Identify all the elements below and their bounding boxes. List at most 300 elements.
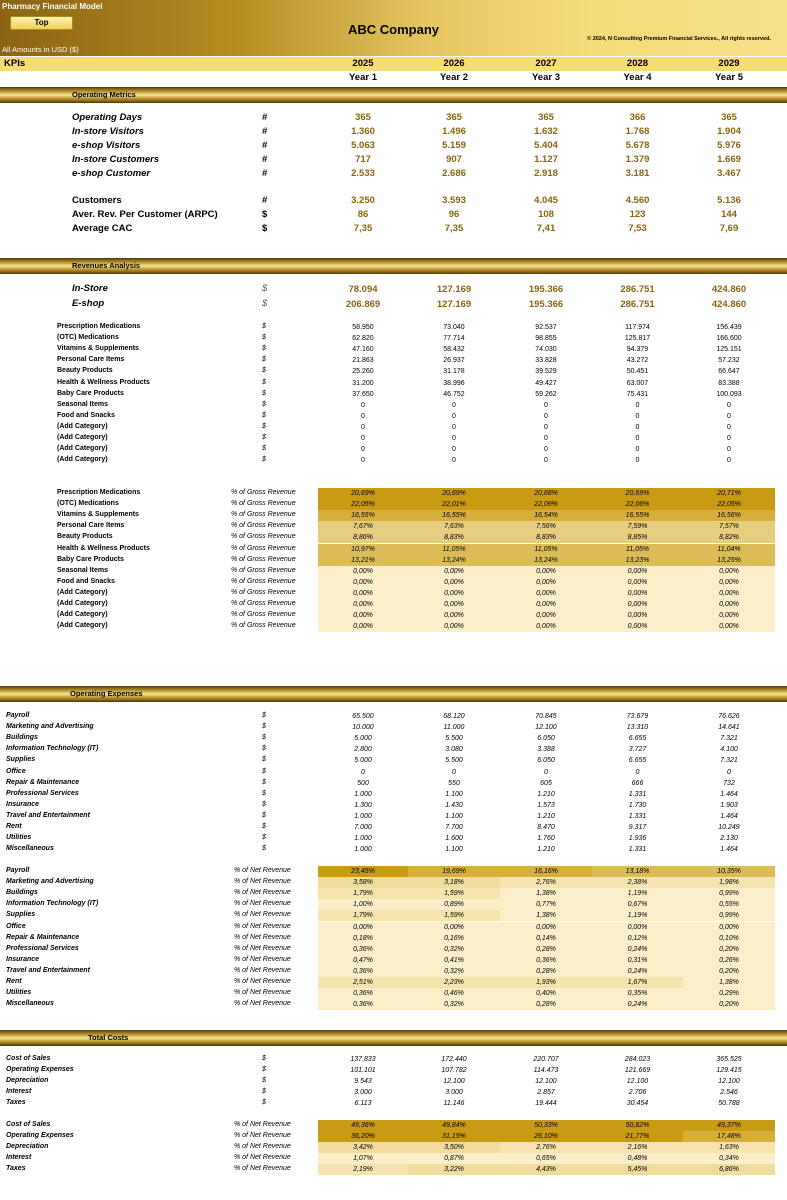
revenue-share-value: 20,69% <box>318 488 408 499</box>
opex-item-value: 1.300 <box>354 801 372 809</box>
cost-share-value: 2,76% <box>500 1142 592 1153</box>
cost-item-row <box>0 1054 787 1065</box>
cost-item-value: 2.546 <box>720 1089 738 1097</box>
revenue-category-value: 37.650 <box>352 390 374 398</box>
revenue-category-value: 0 <box>727 435 731 442</box>
operating-metric-value: 2.533 <box>351 168 375 179</box>
cost-item-label: Taxes <box>6 1099 26 1107</box>
opex-share-value: 13,18% <box>592 866 683 877</box>
opex-share-value: 0,47% <box>318 955 408 966</box>
opex-share-label: Travel and Entertainment <box>6 966 90 974</box>
customer-metric-value: 3.250 <box>351 195 375 206</box>
cost-share-row <box>0 1131 787 1142</box>
opex-share-value: 0,40% <box>500 988 592 999</box>
operating-metric-value: 5.404 <box>534 140 558 151</box>
revenue-category-unit: $ <box>262 345 266 353</box>
revenue-share-value: 0,00% <box>408 621 500 632</box>
revenue-category-value: 0 <box>452 401 456 409</box>
revenue-share-value: 20,69% <box>592 488 683 499</box>
cost-share-label: Depreciation <box>6 1143 49 1151</box>
opex-share-value: 1,59% <box>408 910 500 921</box>
cost-item-value: 220.707 <box>533 1056 559 1063</box>
customer-metric-value: 7,69 <box>719 223 739 234</box>
opex-item-row <box>0 833 787 844</box>
operating-metric-value: 3.467 <box>717 168 741 179</box>
operating-metric-row <box>0 111 787 125</box>
revenue-category-unit: $ <box>262 323 266 330</box>
opex-share-unit: % of Net Revenue <box>234 955 291 963</box>
revenue-category-value: 0 <box>727 412 731 420</box>
revenue-share-value: 0,00% <box>408 610 500 621</box>
revenue-share-value: 0,00% <box>500 599 592 610</box>
opex-item-row <box>0 767 787 778</box>
opex-item-unit: $ <box>262 712 266 719</box>
cost-share-value: 0,87% <box>408 1153 500 1164</box>
top-button[interactable]: Top <box>10 16 73 30</box>
total-costs-section-header <box>0 1030 787 1046</box>
opex-share-value: 0,32% <box>408 999 500 1010</box>
revenue-category-value: 125.817 <box>624 335 651 343</box>
cost-share-row <box>0 1120 787 1131</box>
revenue-category-value: 100.093 <box>716 390 742 398</box>
opex-share-unit: % of Net Revenue <box>234 944 291 952</box>
revenue-category-row <box>0 411 787 422</box>
revenue-share-value: 22,01% <box>408 499 500 510</box>
opex-share-row <box>0 933 787 944</box>
opex-item-row <box>0 844 787 855</box>
revenue-category-unit: $ <box>262 456 266 464</box>
cost-share-value: 3,22% <box>408 1164 500 1175</box>
opex-share-value: 1,59% <box>408 888 500 899</box>
year-label-3: Year 3 <box>532 72 560 83</box>
opex-item-unit: $ <box>262 734 266 742</box>
opex-item-value: 9.317 <box>628 824 647 831</box>
cost-item-value: 50.788 <box>718 1100 740 1108</box>
revenue-category-label: (Add Category) <box>57 434 108 441</box>
operating-metric-unit: # <box>262 140 268 151</box>
revenue-category-row <box>0 333 787 344</box>
opex-item-label: Office <box>6 767 26 775</box>
revenue-share-unit: % of Gross Revenue <box>231 611 296 619</box>
total-costs-section-title: Total Costs <box>88 1033 129 1042</box>
opex-share-value: 0,24% <box>592 966 683 977</box>
opex-item-row <box>0 711 787 722</box>
revenue-share-value: 0,00% <box>318 566 408 577</box>
revenue-share-value: 8,85% <box>592 532 683 543</box>
opex-item-label: Travel and Entertainment <box>6 811 90 819</box>
opex-item-row <box>0 744 787 755</box>
operating-metric-row <box>0 153 787 167</box>
operating-metric-value: 2.918 <box>534 168 558 179</box>
operating-metric-value: 365 <box>446 112 462 123</box>
cost-share-value: 0,48% <box>592 1153 683 1164</box>
cost-share-value: 2,16% <box>592 1142 683 1153</box>
customer-metric-value: 3.593 <box>442 195 466 206</box>
opex-share-label: Information Technology (IT) <box>6 900 99 908</box>
revenue-share-value: 0,00% <box>318 599 408 610</box>
revenue-category-value: 0 <box>544 457 548 465</box>
cost-item-value: 365.525 <box>716 1056 742 1063</box>
revenue-category-value: 47.160 <box>352 346 374 354</box>
cost-item-value: 19.444 <box>535 1100 557 1108</box>
opex-item-label: Buildings <box>6 734 38 742</box>
opex-item-value: 2.130 <box>720 835 738 843</box>
customer-metric-row <box>0 194 787 208</box>
revenue-category-value: 125.151 <box>716 346 742 354</box>
opex-item-value: 8.470 <box>537 824 555 831</box>
revenue-share-label: (Add Category) <box>57 600 108 607</box>
opex-share-value: 0,18% <box>318 933 408 944</box>
opex-item-value: 0 <box>544 768 548 776</box>
operating-metric-value: 1.379 <box>625 154 650 165</box>
cost-share-value: 50,82% <box>592 1120 683 1131</box>
revenue-share-value: 13,24% <box>500 555 592 566</box>
customer-metric-value: 7,35 <box>444 223 464 234</box>
revenue-category-value: 77.714 <box>443 335 465 343</box>
revenue-category-label: Vitamins & Supplements <box>57 345 139 353</box>
year-2028: 2028 <box>626 58 649 69</box>
cost-item-value: 107.782 <box>441 1067 467 1075</box>
opex-item-row <box>0 811 787 822</box>
revenue-share-value: 0,00% <box>683 566 775 577</box>
opex-item-value: 12.100 <box>535 724 557 732</box>
opex-share-row <box>0 866 787 877</box>
opex-item-label: Rent <box>6 823 22 830</box>
revenue-share-value: 20,68% <box>500 488 592 499</box>
opex-share-value: 1,19% <box>592 888 683 899</box>
opex-item-value: 68.120 <box>443 713 465 720</box>
revenue-share-value: 20,71% <box>683 488 775 499</box>
operating-metric-value: 5.063 <box>351 140 375 151</box>
opex-share-row <box>0 999 787 1010</box>
revenue-share-value: 7,67% <box>318 521 408 532</box>
revenue-category-value: 46.752 <box>443 390 465 398</box>
cost-share-value: 3,42% <box>318 1142 408 1153</box>
revenue-category-value: 49.427 <box>535 379 557 387</box>
opex-item-value: 1.573 <box>537 801 555 809</box>
revenue-category-value: 92.537 <box>535 324 557 331</box>
revenue-channel-value: 206.869 <box>345 299 381 310</box>
opex-share-value: 0,89% <box>408 899 500 910</box>
opex-share-value: 2,76% <box>500 877 592 888</box>
revenue-category-value: 0 <box>727 446 731 454</box>
operating-metric-label: In-store Visitors <box>72 126 144 137</box>
customer-metric-value: 7,53 <box>628 223 647 234</box>
opex-item-label: Insurance <box>6 800 40 808</box>
cost-item-label: Interest <box>6 1088 32 1096</box>
revenue-share-label: (OTC) Medications <box>57 500 119 508</box>
opex-item-label: Utilities <box>6 834 32 842</box>
revenue-share-value: 16,55% <box>408 510 500 521</box>
opex-share-value: 1,19% <box>592 910 683 921</box>
revenue-share-unit: % of Gross Revenue <box>231 555 296 563</box>
revenue-share-value: 8,86% <box>318 532 408 543</box>
operating-metrics-section-title: Operating Metrics <box>72 90 136 99</box>
opex-share-value: 19,69% <box>408 866 500 877</box>
opex-item-value: 7.321 <box>720 757 738 765</box>
opex-share-label: Payroll <box>6 867 30 874</box>
revenue-share-value: 16,56% <box>683 510 775 521</box>
opex-share-unit: % of Net Revenue <box>234 933 291 941</box>
revenue-share-value: 7,56% <box>500 521 592 532</box>
revenue-category-value: 66.647 <box>718 368 740 376</box>
revenue-share-value: 0,00% <box>318 588 408 599</box>
opex-item-value: 1.936 <box>628 835 647 843</box>
revenue-category-value: 0 <box>635 412 640 420</box>
year-label-4: Year 4 <box>623 72 652 83</box>
operating-metric-value: 1.768 <box>625 126 650 137</box>
opex-share-value: 0,36% <box>318 944 408 955</box>
operating-metric-unit: # <box>262 112 268 123</box>
opex-item-row <box>0 755 787 766</box>
revenue-category-value: 63.007 <box>626 379 649 387</box>
revenue-share-value: 16,55% <box>318 510 408 521</box>
operating-expenses-section-title: Operating Expenses <box>70 689 143 698</box>
opex-share-unit: % of Net Revenue <box>234 867 291 874</box>
opex-share-value: 0,36% <box>318 999 408 1010</box>
opex-item-value: 5.000 <box>354 735 372 743</box>
revenue-channel-value: 195.366 <box>528 299 564 310</box>
opex-item-value: 70.845 <box>535 713 557 720</box>
opex-item-value: 7.000 <box>354 824 372 831</box>
revenue-category-value: 31.178 <box>443 368 465 376</box>
cost-item-value: 114.473 <box>533 1067 559 1075</box>
opex-item-value: 550 <box>448 779 460 787</box>
revenue-share-value: 7,57% <box>683 521 775 532</box>
opex-item-row <box>0 800 787 811</box>
revenue-share-value: 0,00% <box>500 566 592 577</box>
cost-share-value: 4,43% <box>500 1164 592 1175</box>
opex-share-row <box>0 977 787 988</box>
revenue-category-unit: $ <box>262 334 266 342</box>
revenue-category-unit: $ <box>262 389 266 397</box>
revenue-category-value: 0 <box>635 423 640 431</box>
revenue-share-value: 11,05% <box>592 544 683 555</box>
customer-metric-label: Aver. Rev. Per Customer (ARPC) <box>72 209 218 220</box>
opex-share-row <box>0 955 787 966</box>
opex-item-unit: $ <box>262 745 266 753</box>
opex-item-value: 1.100 <box>445 812 463 820</box>
revenue-share-value: 0,00% <box>318 621 408 632</box>
cost-share-value: 3,50% <box>408 1142 500 1153</box>
revenue-category-value: 98.855 <box>535 335 557 343</box>
opex-share-value: 0,24% <box>592 999 683 1010</box>
opex-share-value: 0,32% <box>408 944 500 955</box>
revenue-share-row <box>0 532 787 543</box>
operating-metric-value: 1.904 <box>717 126 741 137</box>
opex-share-value: 0,36% <box>500 955 592 966</box>
operating-metric-value: 2.686 <box>442 168 466 179</box>
opex-share-value: 0,20% <box>683 999 775 1010</box>
opex-item-value: 1.000 <box>354 812 372 820</box>
cost-item-value: 12.100 <box>718 1078 740 1086</box>
opex-share-unit: % of Net Revenue <box>234 989 291 997</box>
revenue-share-row <box>0 588 787 599</box>
opex-item-value: 4.100 <box>720 746 738 754</box>
opex-item-value: 65.500 <box>352 713 374 720</box>
opex-share-value: 2,38% <box>592 877 683 888</box>
opex-share-unit: % of Net Revenue <box>234 922 291 930</box>
opex-share-unit: % of Net Revenue <box>234 900 291 908</box>
customer-metric-value: 144 <box>721 209 737 220</box>
opex-share-label: Repair & Maintenance <box>6 933 80 941</box>
cost-share-value: 1,63% <box>683 1142 775 1153</box>
cost-item-value: 12.100 <box>443 1078 465 1086</box>
revenue-category-label: Health & Wellness Products <box>57 378 150 386</box>
revenue-channel-value: 127.169 <box>436 299 472 310</box>
revenue-share-value: 0,00% <box>683 599 775 610</box>
revenue-share-value: 16,54% <box>500 510 592 521</box>
opex-item-value: 1.100 <box>445 790 463 798</box>
opex-item-value: 0 <box>452 768 456 776</box>
opex-item-value: 500 <box>357 779 369 787</box>
opex-item-value: 1.600 <box>445 835 463 843</box>
opex-share-label: Insurance <box>6 955 40 963</box>
revenue-category-row <box>0 378 787 389</box>
revenue-channel-value: 424.860 <box>711 284 747 295</box>
cost-share-row <box>0 1142 787 1153</box>
cost-item-unit: $ <box>262 1055 266 1062</box>
revenue-category-unit: $ <box>262 445 266 453</box>
opex-share-value: 0,36% <box>318 988 408 999</box>
opex-item-unit: $ <box>262 778 266 786</box>
customer-metric-value: 123 <box>629 209 646 220</box>
revenue-share-value: 11,05% <box>500 544 592 555</box>
revenue-share-label: (Add Category) <box>57 588 108 596</box>
opex-item-unit: $ <box>262 789 266 797</box>
year-label-5: Year 5 <box>715 72 743 83</box>
revenue-category-label: (Add Category) <box>57 456 108 464</box>
revenue-share-value: 20,69% <box>408 488 500 499</box>
opex-item-value: 1.210 <box>537 846 555 854</box>
revenue-share-unit: % of Gross Revenue <box>231 544 296 552</box>
opex-item-label: Miscellaneous <box>6 845 54 853</box>
opex-item-value: 1.100 <box>445 846 463 854</box>
revenue-share-value: 0,00% <box>318 577 408 588</box>
revenue-category-value: 0 <box>544 412 548 420</box>
opex-share-value: 0,67% <box>592 899 683 910</box>
revenues-analysis-section-title: Revenues Analysis <box>72 261 141 270</box>
revenue-category-value: 73.040 <box>443 324 465 331</box>
opex-share-row <box>0 922 787 933</box>
cost-item-label: Depreciation <box>6 1077 49 1085</box>
revenue-share-label: (Add Category) <box>57 622 108 630</box>
opex-share-row <box>0 910 787 921</box>
revenue-share-value: 0,00% <box>408 588 500 599</box>
cost-share-unit: % of Net Revenue <box>234 1121 291 1128</box>
revenue-category-row <box>0 400 787 411</box>
opex-share-unit: % of Net Revenue <box>234 1000 291 1008</box>
kpi-header-row <box>0 57 787 71</box>
revenue-category-value: 166.600 <box>716 335 742 343</box>
opex-item-value: 1.210 <box>537 812 555 820</box>
revenue-category-value: 0 <box>544 401 548 409</box>
opex-share-value: 0,00% <box>592 922 683 933</box>
operating-metric-value: 1.496 <box>442 126 466 137</box>
opex-item-value: 1.331 <box>628 846 647 854</box>
cost-item-value: 9.543 <box>354 1078 372 1086</box>
revenue-category-value: 0 <box>452 435 456 442</box>
revenue-category-value: 94.379 <box>626 346 649 354</box>
revenue-share-value: 0,00% <box>683 621 775 632</box>
revenue-share-row <box>0 555 787 566</box>
cost-share-label: Taxes <box>6 1165 26 1173</box>
opex-share-value: 10,35% <box>683 866 775 877</box>
cost-share-value: 6,86% <box>683 1164 775 1175</box>
operating-metric-value: 365 <box>721 112 737 123</box>
opex-item-value: 1.730 <box>628 801 647 809</box>
operating-metric-row <box>0 139 787 153</box>
customer-metric-value: 7,41 <box>536 223 556 234</box>
opex-share-value: 0,99% <box>683 910 775 921</box>
revenue-category-unit: $ <box>262 411 266 419</box>
revenue-share-unit: % of Gross Revenue <box>231 511 296 519</box>
revenue-share-label: (Add Category) <box>57 611 108 619</box>
opex-item-value: 1.000 <box>354 846 372 854</box>
opex-item-value: 3.727 <box>628 746 647 754</box>
revenue-share-unit: % of Gross Revenue <box>231 566 296 574</box>
opex-share-value: 0,29% <box>683 988 775 999</box>
operating-metric-value: 365 <box>538 112 554 123</box>
opex-item-value: 1.331 <box>628 790 647 798</box>
revenue-share-value: 0,00% <box>408 599 500 610</box>
cost-share-value: 1,07% <box>318 1153 408 1164</box>
operating-metric-value: 907 <box>446 154 462 165</box>
revenue-category-value: 0 <box>727 423 731 431</box>
revenue-category-unit: $ <box>262 356 266 364</box>
revenue-share-row <box>0 610 787 621</box>
revenue-share-value: 0,00% <box>500 577 592 588</box>
opex-item-value: 14.641 <box>718 724 740 732</box>
opex-item-value: 0 <box>727 768 731 776</box>
revenue-share-row <box>0 599 787 610</box>
opex-share-value: 1,93% <box>500 977 592 988</box>
opex-item-unit: $ <box>262 756 266 764</box>
opex-share-value: 0,20% <box>683 966 775 977</box>
opex-item-value: 1.000 <box>354 790 372 798</box>
revenue-share-label: Beauty Products <box>57 533 113 541</box>
opex-share-value: 0,24% <box>592 944 683 955</box>
opex-share-label: Utilities <box>6 989 32 997</box>
opex-share-value: 0,28% <box>500 999 592 1010</box>
customer-metric-unit: $ <box>262 209 268 220</box>
revenue-share-value: 11,04% <box>683 544 775 555</box>
opex-item-value: 6.655 <box>628 757 647 765</box>
opex-share-label: Office <box>6 922 26 930</box>
opex-item-label: Professional Services <box>6 789 79 797</box>
revenue-category-row <box>0 422 787 433</box>
cost-item-label: Operating Expenses <box>6 1066 74 1074</box>
opex-item-value: 2.800 <box>354 746 372 754</box>
customer-metric-value: 7,35 <box>353 223 373 234</box>
opex-share-value: 0,00% <box>408 922 500 933</box>
revenue-share-label: Vitamins & Supplements <box>57 511 139 519</box>
opex-item-value: 732 <box>723 779 735 787</box>
revenue-category-label: Prescription Medications <box>57 323 141 330</box>
opex-item-unit: $ <box>262 834 266 842</box>
revenue-category-value: 58.950 <box>352 324 374 331</box>
opex-item-row <box>0 722 787 733</box>
opex-item-row <box>0 733 787 744</box>
revenue-share-unit: % of Gross Revenue <box>231 489 296 496</box>
opex-share-unit: % of Net Revenue <box>234 889 291 897</box>
revenue-share-value: 0,00% <box>500 621 592 632</box>
revenue-share-value: 0,00% <box>683 610 775 621</box>
cost-item-label: Cost of Sales <box>6 1055 51 1062</box>
opex-item-value: 1.760 <box>537 835 555 843</box>
revenue-share-value: 16,55% <box>592 510 683 521</box>
revenue-share-value: 13,21% <box>318 555 408 566</box>
